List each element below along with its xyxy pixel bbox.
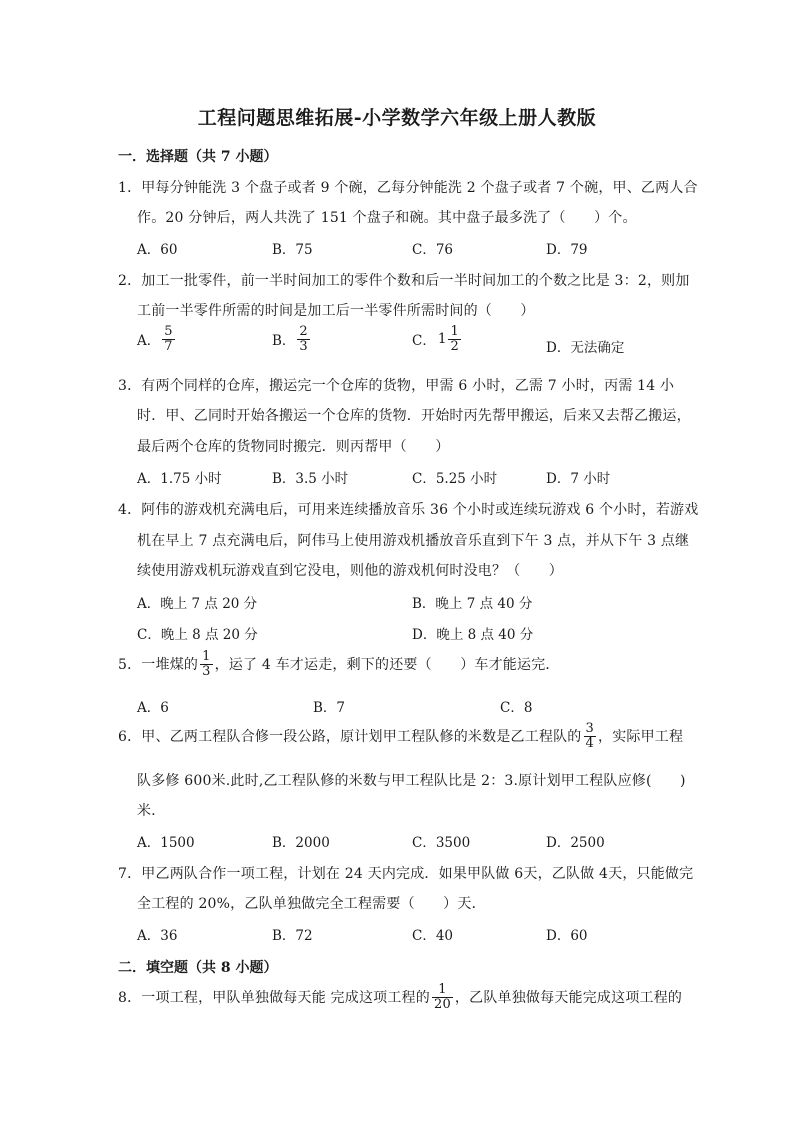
question-6-option-c: C．3500 [412, 835, 471, 851]
question-7-option-c: C．40 [412, 928, 454, 944]
question-7-option-d: D．60 [546, 928, 588, 944]
question-5-option-b: B．7 [313, 700, 346, 716]
question-6-option-a: A．1500 [137, 835, 195, 851]
question-1-line-2: 作。20 分钟后，两人共洗了 151 个盘子和碗。其中盘子最多洗了（ ）个。 [137, 210, 637, 226]
question-4-line-3: 续使用游戏机玩游戏直到它没电，则他的游戏机何时没电？（ ） [137, 563, 563, 579]
question-2-option-b: B． $\frac{2}{3}$ [272, 324, 308, 354]
question-6-line-1: 6．甲、乙两工程队合修一段公路，原计划甲工程队修的米数是乙工程队的 $\frac{3}{4}$ ，实际甲工程 [118, 721, 684, 751]
question-3-option-d: D．7 小时 [546, 471, 611, 487]
question-5-option-c: C．8 [500, 700, 533, 716]
question-4-option-d: D．晚上 8 点 40 分 [412, 627, 534, 643]
question-2-option-d: D．无法确定 [546, 340, 625, 356]
question-6-option-d: D．2500 [546, 835, 605, 851]
section-heading-fill: 二．填空题（共 8 小题） [118, 960, 278, 976]
question-3-option-c: C．5.25 小时 [412, 471, 498, 487]
question-4-option-c: C．晚上 8 点 20 分 [137, 627, 258, 643]
question-7-line-2: 全工程的 20%，乙队单独做完全工程需要（ ）天． [137, 896, 486, 912]
question-4-line-2: 机在早上 7 点充满电后，阿伟马上使用游戏机播放音乐直到下午 3 点，并从下午 3 点继 [137, 533, 690, 549]
question-5-line-1: 5．一堆煤的 $\frac{1}{3}$ ，运了 4 车才运走，剩下的还要（ ）车才能运完． [118, 649, 560, 679]
question-3-line-3: 最后两个仓库的货物同时搬完．则丙帮甲（ ） [137, 439, 450, 455]
question-1-option-d: D．79 [546, 242, 588, 258]
question-3-line-2: 时．甲、乙同时开始各搬运一个仓库的货物．开始时丙先帮甲搬运，后来又去帮乙搬运， [137, 408, 691, 424]
question-1-option-c: C．76 [412, 242, 454, 258]
fraction: $\frac{5}{7}$ [164, 324, 173, 354]
question-2-line-1: 2．加工一批零件，前一半时间加工的零件个数和后一半时间加工的个数之比是 3：2，则加 [118, 273, 690, 289]
fraction: $\frac{1}{2}$ [450, 324, 459, 354]
question-4-line-1: 4．阿伟的游戏机充满电后，可用来连续播放音乐 36 个小时或连续玩游戏 6 个小时，若游戏 [118, 502, 699, 518]
section-heading-choice: 一．选择题（共 7 小题） [118, 149, 278, 165]
question-6-line-3: 米． [137, 803, 166, 819]
question-2-option-a: A． $\frac{5}{7}$ [137, 324, 173, 354]
question-7-option-b: B．72 [272, 928, 313, 944]
question-2-option-c: C． 1 $\frac{1}{2}$ [412, 324, 459, 354]
question-7-option-a: A．36 [137, 928, 178, 944]
question-1-option-a: A．60 [137, 242, 178, 258]
question-3-option-b: B．3.5 小时 [272, 471, 349, 487]
fraction: $\frac{1}{20}$ [433, 982, 451, 1012]
fraction: $\frac{2}{3}$ [299, 324, 308, 354]
page-title: 工程问题思维拓展-小学数学六年级上册人教版 [197, 107, 597, 129]
question-7-line-1: 7．甲乙两队合作一项工程，计划在 24 天内完成．如果甲队做 6天，乙队做 4天，只能做完 [118, 866, 694, 882]
question-8-line-1: 8．一项工程，甲队单独做每天能 完成这项工程的 $\frac{1}{20}$ ，乙队单独做每天能完成这项工程的 [118, 982, 683, 1012]
fraction: $\frac{1}{3}$ [202, 649, 211, 679]
question-4-option-b: B．晚上 7 点 40 分 [412, 596, 533, 612]
question-1-option-b: B．75 [272, 242, 313, 258]
question-3-option-a: A．1.75 小时 [137, 471, 222, 487]
question-3-line-1: 3．有两个同样的仓库，搬运完一个仓库的货物，甲需 6 小时，乙需 7 小时，丙需 14 小 [118, 378, 675, 394]
question-2-line-2: 工前一半零件所需的时间是加工后一半零件所需时间的（ ） [137, 303, 535, 319]
question-1-line-1: 1．甲每分钟能洗 3 个盘子或者 9 个碗，乙每分钟能洗 2 个盘子或者 7 个碗，甲、乙两人合 [118, 180, 698, 196]
question-5-option-a: A．6 [137, 700, 169, 716]
question-6-line-2: 队多修 600米.此时,乙工程队修的米数与甲工程队比是 2：3.原计划甲工程队应修( ) [137, 773, 686, 789]
fraction: $\frac{3}{4}$ [585, 721, 594, 751]
question-4-option-a: A．晚上 7 点 20 分 [137, 596, 258, 612]
question-6-option-b: B．2000 [272, 835, 330, 851]
